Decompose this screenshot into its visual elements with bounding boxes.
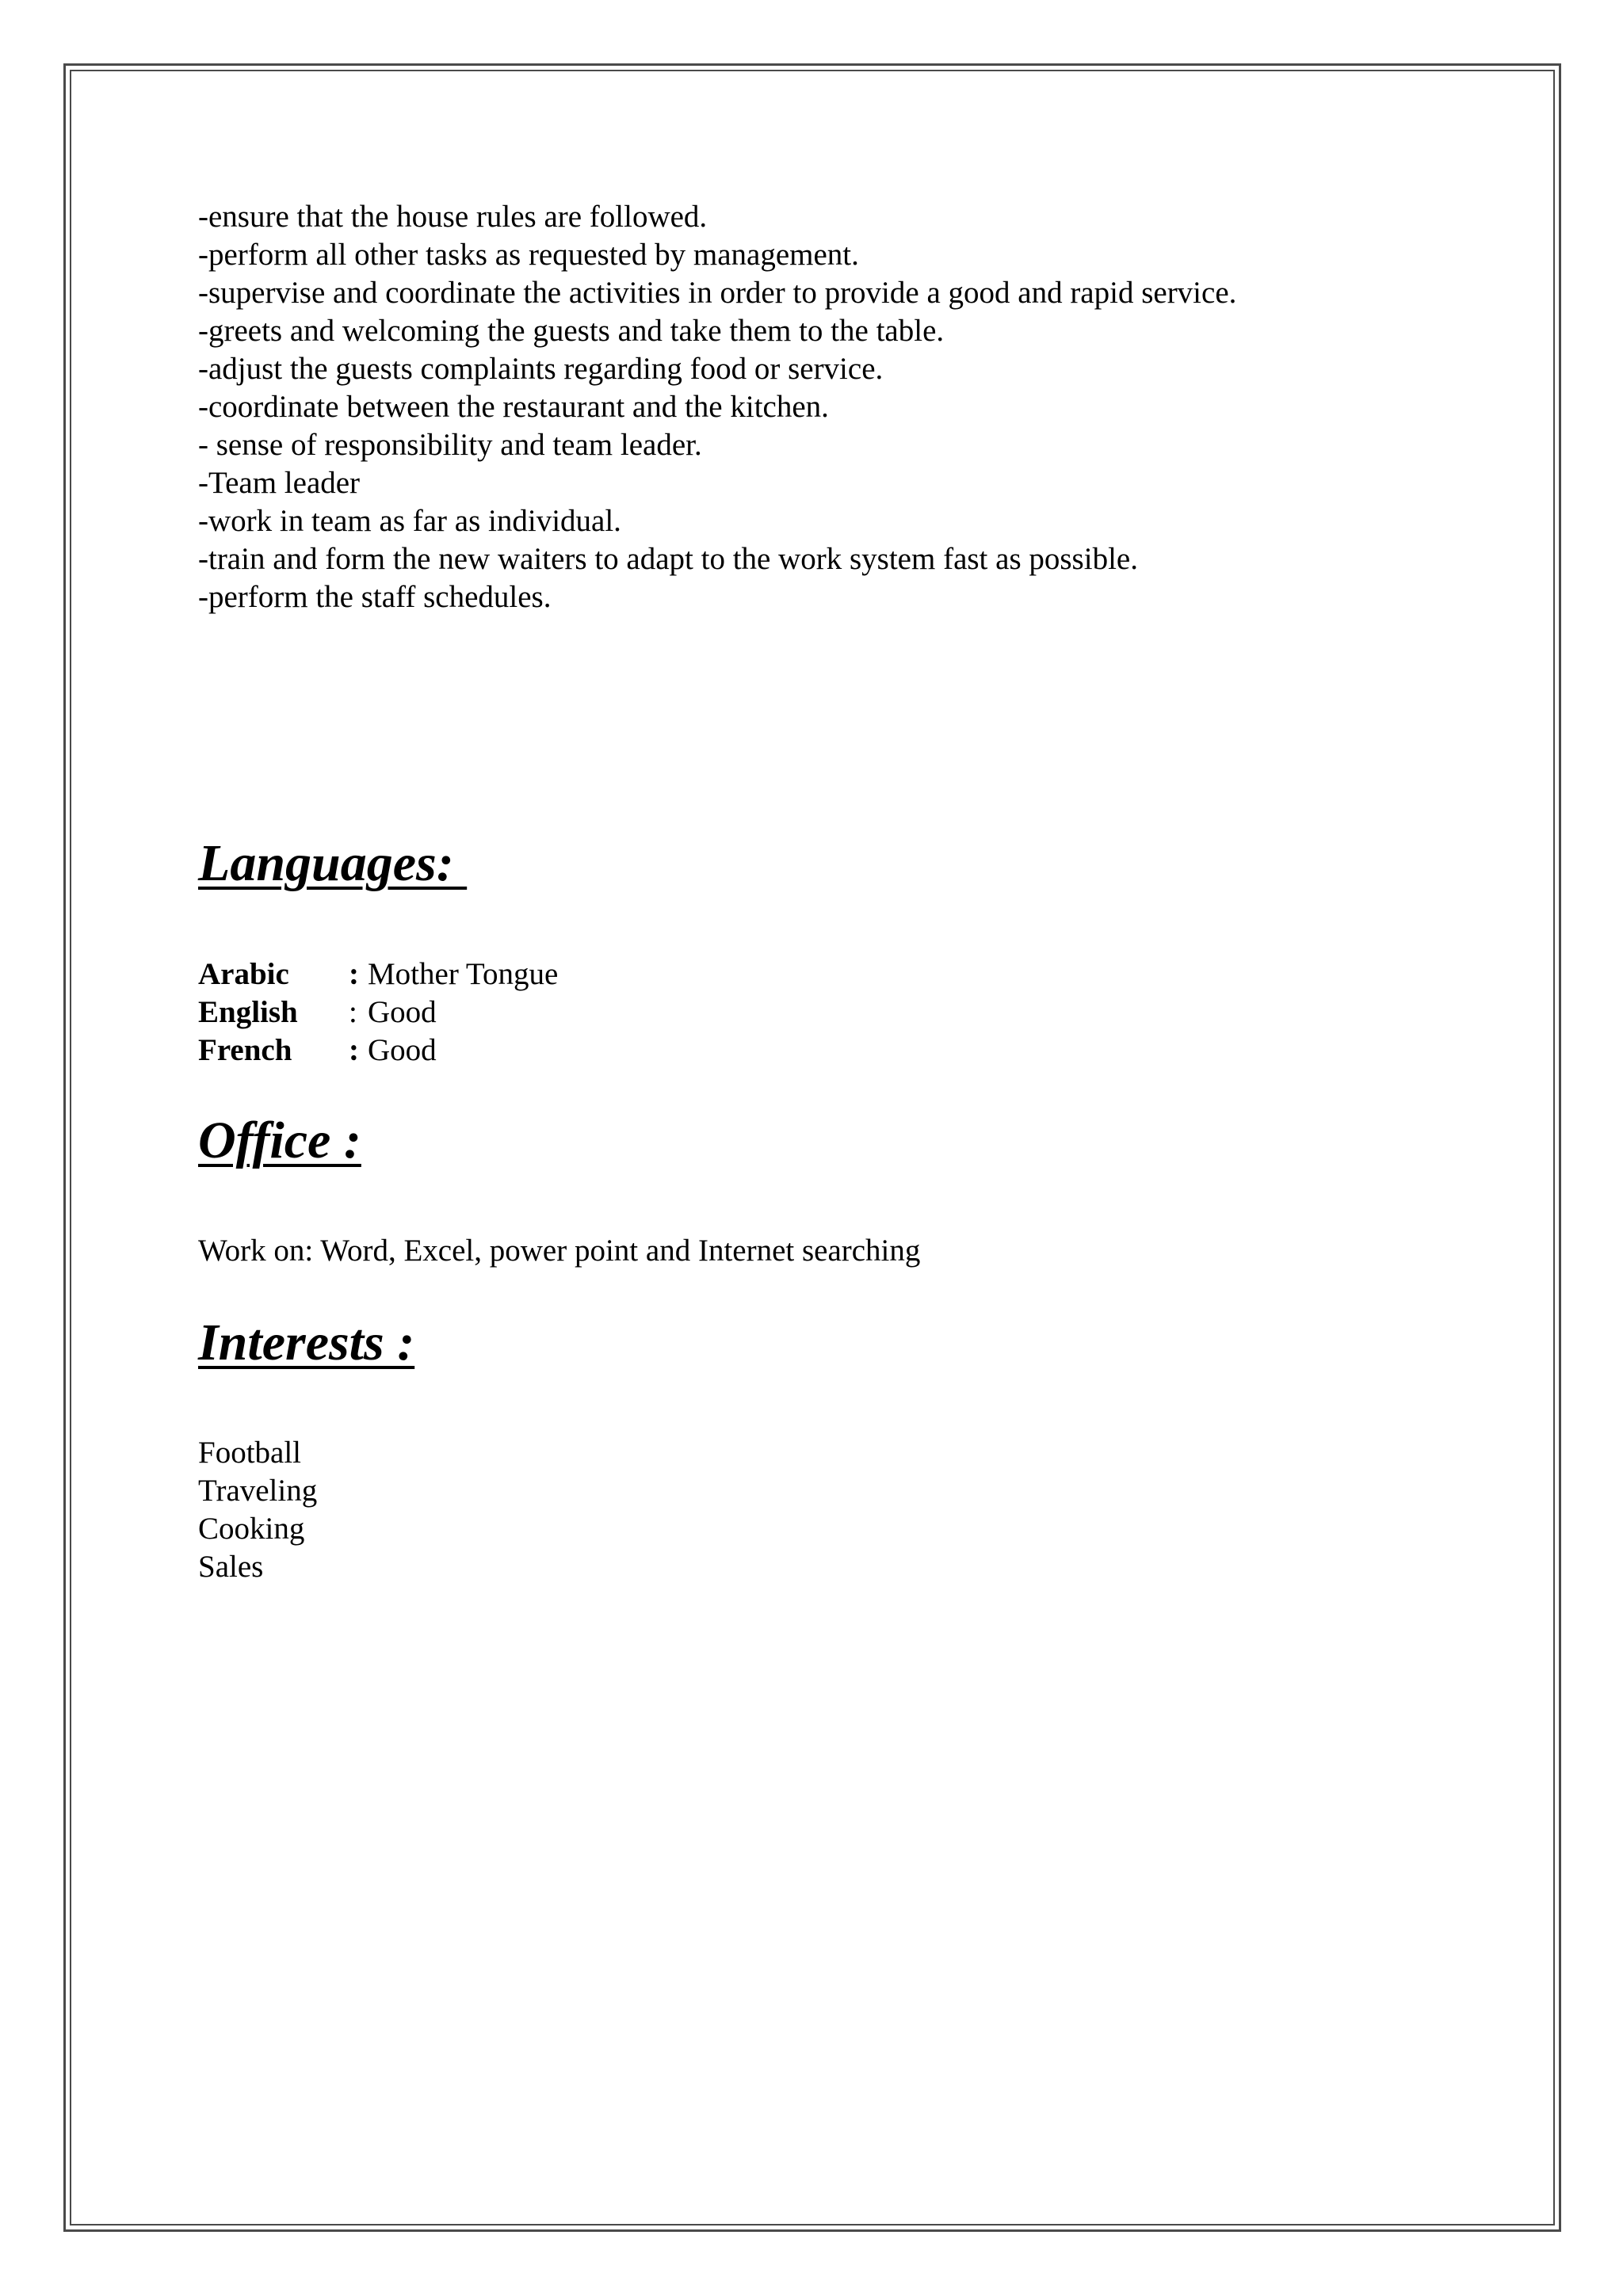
interests-heading: Interests : [198, 1314, 415, 1371]
interest-item: Cooking [198, 1512, 305, 1546]
document-content [198, 198, 1506, 1584]
duty-item: -supervise and coordinate the activities in order to provide a good and rapid service. [198, 276, 1237, 310]
duty-item: -perform all other tasks as requested by management. [198, 238, 859, 272]
duties-list [198, 198, 1506, 616]
language-level: Good [368, 995, 437, 1029]
language-row [198, 1032, 558, 1070]
language-colon: : [349, 1033, 359, 1067]
interest-item: Sales [198, 1550, 264, 1584]
languages-table [198, 955, 558, 1070]
duty-item: -work in team as far as individual. [198, 504, 621, 538]
duty-item: -ensure that the house rules are followed. [198, 200, 708, 234]
language-colon: : [349, 957, 359, 991]
interest-item: Football [198, 1436, 302, 1470]
language-row [198, 994, 558, 1032]
languages-heading: Languages: [198, 834, 468, 892]
duty-item: -Team leader [198, 466, 361, 500]
interest-item: Traveling [198, 1474, 318, 1508]
office-heading: Office : [198, 1112, 361, 1169]
duty-item: -greets and welcoming the guests and take them to the table. [198, 314, 945, 348]
duty-item: -perform the staff schedules. [198, 580, 552, 614]
duty-item: - sense of responsibility and team leader. [198, 428, 702, 462]
duty-item: -train and form the new waiters to adapt to the work system fast as possible. [198, 542, 1138, 576]
language-level: Good [368, 1033, 437, 1067]
duty-item: -coordinate between the restaurant and the kitchen. [198, 390, 829, 424]
language-colon: : [349, 995, 357, 1029]
language-name: French [198, 1033, 292, 1067]
office-skills-text: Work on: Word, Excel, power point and Internet searching [198, 1234, 921, 1268]
interests-list [198, 1434, 317, 1586]
language-name: Arabic [198, 957, 289, 991]
language-level: Mother Tongue [368, 957, 559, 991]
language-name: English [198, 995, 298, 1029]
duty-item: -adjust the guests complaints regarding food or service. [198, 352, 884, 386]
language-row [198, 955, 558, 994]
